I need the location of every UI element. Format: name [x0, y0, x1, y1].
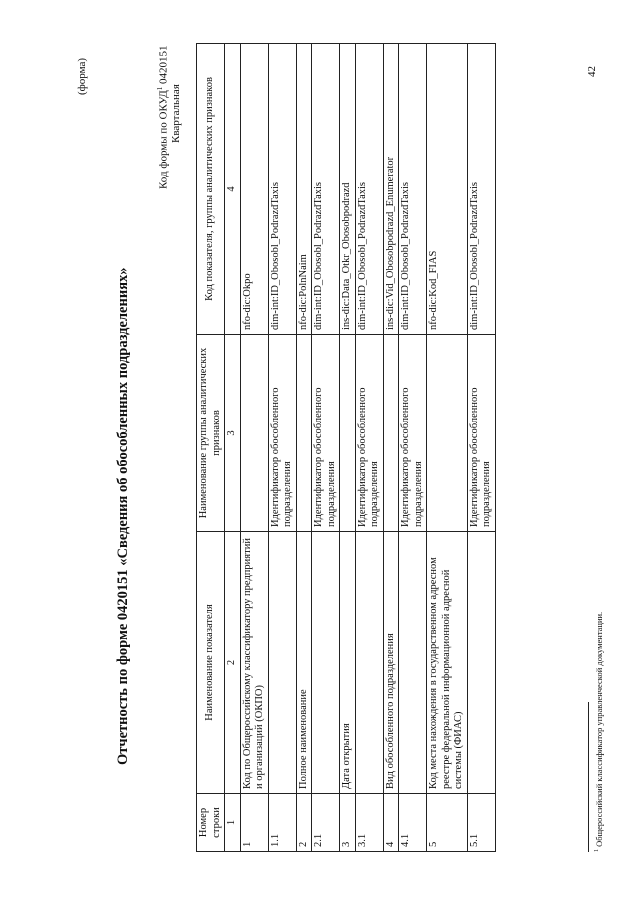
indicator-code: dim-int:ID_Obosobl_PodrazdTaxis — [399, 44, 427, 335]
footnote-divider — [588, 702, 589, 852]
table-row — [355, 44, 383, 852]
column-number: 2 — [225, 532, 241, 794]
indicator-name — [312, 532, 340, 794]
indicator-name: Код места нахождения в государственном адресном реестре федеральной информационной адресной системы (ФИАС) — [427, 532, 468, 794]
group-name: Идентификатор обособленного подразделения — [467, 335, 495, 532]
header-group-name: Наименование группы аналитических признаков — [197, 335, 225, 532]
indicator-name — [355, 532, 383, 794]
indicator-code: ins-dic:Vid_Obosobpodrazd_Enumerator — [383, 44, 399, 335]
row-number: 2 — [296, 794, 312, 852]
row-number: 1 — [240, 794, 268, 852]
row-number: 4 — [383, 794, 399, 852]
row-number: 5.1 — [467, 794, 495, 852]
header-row-number: Номер строки — [197, 794, 225, 852]
column-number: 1 — [225, 794, 241, 852]
indicator-name: Вид обособленного подразделения — [383, 532, 399, 794]
group-name — [240, 335, 268, 532]
indicator-name — [399, 532, 427, 794]
row-number: 4.1 — [399, 794, 427, 852]
period-label: Квартальная — [170, 84, 182, 143]
indicator-code: dim-int:ID_Obosobl_PodrazdTaxis — [355, 44, 383, 335]
group-name — [427, 335, 468, 532]
table-row — [399, 44, 427, 852]
table-row — [240, 44, 268, 852]
footnote-text: Общероссийский классификатор управленческой документации. — [594, 611, 604, 847]
indicator-code: dim-int:ID_Obosobl_PodrazdTaxis — [467, 44, 495, 335]
table-row — [312, 44, 340, 852]
table-row — [383, 44, 399, 852]
table-header-row — [197, 44, 225, 852]
table-row — [467, 44, 495, 852]
column-number-row — [225, 44, 241, 852]
indicators-table — [196, 43, 496, 852]
table-row — [296, 44, 312, 852]
indicator-code: dim-int:ID_Obosobl_PodrazdTaxis — [268, 44, 296, 335]
footnote-mark: 1 — [594, 849, 601, 852]
group-name — [383, 335, 399, 532]
indicator-name: Код по Общероссийскому классификатору предприятий и организаций (ОКПО) — [240, 532, 268, 794]
footnote — [594, 612, 604, 852]
indicator-code: dim-int:ID_Obosobl_PodrazdTaxis — [312, 44, 340, 335]
row-number: 2.1 — [312, 794, 340, 852]
row-number: 3.1 — [355, 794, 383, 852]
table-row — [340, 44, 356, 852]
indicator-name: Дата открытия — [340, 532, 356, 794]
column-number: 3 — [225, 335, 241, 532]
row-number: 1.1 — [268, 794, 296, 852]
column-number: 4 — [225, 44, 241, 335]
group-name: Идентификатор обособленного подразделения — [268, 335, 296, 532]
table-row — [268, 44, 296, 852]
row-number: 5 — [427, 794, 468, 852]
okud-code: 0420151 — [157, 45, 170, 84]
indicator-code: ins-dic:Data_Otkr_Obosobpodrazd — [340, 44, 356, 335]
indicator-code: nfo-dic:Kod_FIAS — [427, 44, 468, 335]
indicator-name — [268, 532, 296, 794]
indicator-name — [467, 532, 495, 794]
indicator-code: nfo-dic:PolnNaim — [296, 44, 312, 335]
okud-footnote-mark: 1 — [156, 86, 164, 91]
header-code: Код показателя, группы аналитических признаков — [197, 44, 225, 335]
group-name — [340, 335, 356, 532]
form-label: (форма) — [76, 57, 88, 95]
group-name: Идентификатор обособленного подразделения — [355, 335, 383, 532]
group-name — [296, 335, 312, 532]
group-name: Идентификатор обособленного подразделения — [399, 335, 427, 532]
page-number: 42 — [586, 66, 598, 77]
indicator-name: Полное наименование — [296, 532, 312, 794]
group-name: Идентификатор обособленного подразделения — [312, 335, 340, 532]
header-indicator-name: Наименование показателя — [197, 532, 225, 794]
row-number: 3 — [340, 794, 356, 852]
okud-prefix: Код формы по ОКУД — [157, 90, 170, 189]
table-row — [427, 44, 468, 852]
indicator-code: nfo-dic:Okpo — [240, 44, 268, 335]
okud-line — [156, 45, 170, 189]
document-title: Отчетность по форме 0420151 «Сведения об обособленных подразделениях» — [115, 267, 131, 765]
